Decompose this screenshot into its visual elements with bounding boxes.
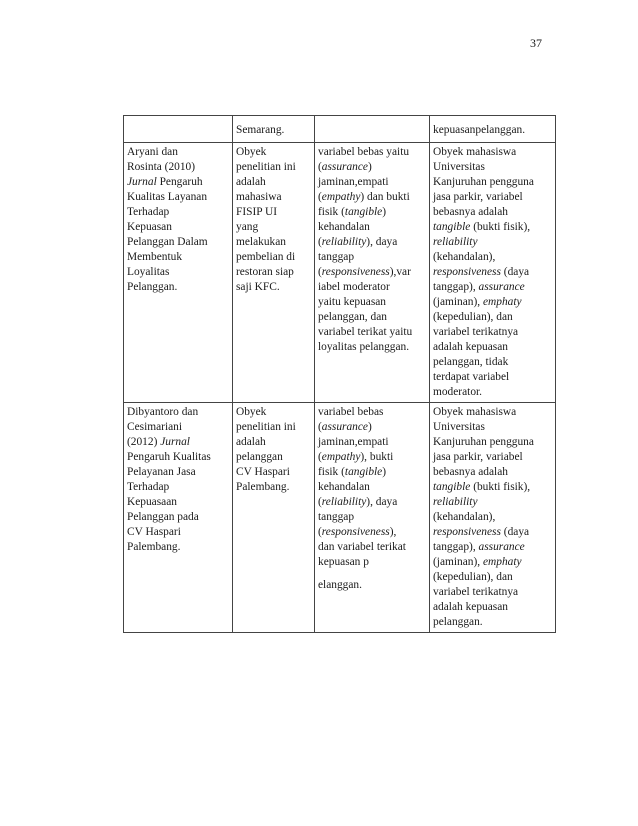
text-segment: responsiveness [321,526,390,538]
text-segment: Dibyantoro dan [127,406,199,418]
text-segment: (kepedulian), dan [433,571,513,583]
cell-line [236,235,311,250]
cell-line [236,160,311,175]
cell-line [433,420,552,435]
text-segment: jaminan,empati [318,176,389,188]
cell-line [318,280,426,295]
text-segment: pelanggan, dan [318,311,387,323]
cell-line [433,510,552,525]
literature-review-table [123,115,556,633]
text-segment: tanggap), [433,541,479,553]
author-cell [124,403,233,633]
text-segment: ) [382,206,387,218]
cell-line [318,325,426,340]
cell-line [127,405,229,420]
cell-line [236,265,311,280]
text-segment: Obyek mahasiswa [433,146,517,158]
cell-line [127,250,229,265]
text-segment: (jaminan), [433,556,483,568]
cell-line [236,145,311,160]
table-row [124,143,556,403]
text-segment: emphaty [482,556,522,568]
text-segment: ) dan bukti [360,191,410,203]
text-segment: kepuasan p [318,556,369,568]
text-segment: emphaty [482,296,522,308]
text-segment: empathy [321,451,361,463]
cell-line [433,340,552,355]
cell-line [127,190,229,205]
cell-line [318,235,426,250]
cell-line [318,578,426,593]
text-segment: moderator. [433,386,483,398]
text-segment: Loyalitas [127,266,170,278]
text-segment: reliability [321,236,367,248]
author-cell [124,116,233,143]
cell-line [433,385,552,400]
cell-line [236,220,311,235]
text-segment: Obyek mahasiswa [433,406,517,418]
cell-line [318,340,426,355]
text-segment: yaitu kepuasan [318,296,387,308]
text-segment: adalah kepuasan [433,601,508,613]
text-segment: Universitas [433,421,485,433]
text-segment: Universitas [433,161,485,173]
object-cell: Semarang. [233,116,315,143]
text-segment: iabel moderator [318,281,390,293]
text-segment: (bukti fisik), [470,481,531,493]
cell-line [127,265,229,280]
text-segment: Aryani dan [127,146,178,158]
text-segment: ( [318,161,322,173]
cell-line [236,190,311,205]
cell-line [318,265,426,280]
text-segment: Pengaruh [156,176,203,188]
text-segment: (daya [500,266,530,278]
page-number: 37 [530,36,542,50]
cell-line [433,295,552,310]
cell-line [433,190,552,205]
cell-line [433,615,552,630]
text-segment: ( [318,526,322,538]
text-segment: Palembang. [127,541,181,553]
text-segment: (kehandalan), [433,251,496,263]
cell-line [318,190,426,205]
text-segment: ) [368,421,372,433]
text-segment: Pelanggan pada [127,511,199,523]
cell-line [127,510,229,525]
text-segment: variabel terikatnya [433,326,519,338]
text-segment: Kanjuruhan pengguna [433,176,534,188]
text-segment: pelanggan, tidak [433,356,509,368]
text-segment: saji KFC. [236,281,280,293]
cell-line [127,160,229,175]
cell-line [433,310,552,325]
text-segment: fisik ( [318,206,345,218]
author-cell [124,143,233,403]
text-segment: Membentuk [127,251,183,263]
cell-line [433,250,552,265]
continuation-row [124,116,556,143]
cell-line [127,235,229,250]
cell-line [433,265,552,280]
text-segment: Obyek [236,406,267,418]
text-segment: tangible [344,206,383,218]
text-segment: jasa parkir, variabel [433,191,523,203]
text-segment: ( [318,266,322,278]
text-segment: restoran siap [236,266,294,278]
text-segment: ), daya [366,496,398,508]
text-segment: empathy [321,191,361,203]
text-segment: ( [318,451,322,463]
cell-line [127,280,229,295]
variables-cell [315,143,430,403]
text-segment: ), bukti [360,451,394,463]
cell-line [236,480,311,495]
text-segment: Pelanggan Dalam [127,236,208,248]
text-segment: tangible [344,466,383,478]
text-segment: tangible [433,221,471,233]
text-segment: Cesimariani [127,421,183,433]
text-segment: tanggap [318,251,355,263]
text-segment: variabel bebas yaitu [318,146,410,158]
text-segment: assurance [321,161,368,173]
text-segment: ( [318,236,322,248]
text-segment: CV Haspari [236,466,290,478]
cell-line [433,280,552,295]
cell-line [127,465,229,480]
cell-line [318,405,426,420]
text-segment: responsiveness [433,266,501,278]
cell-line [236,435,311,450]
cell-line [433,235,552,250]
table-row [124,403,556,633]
text-segment: terdapat variabel [433,371,510,383]
text-segment: Jurnal [160,436,190,448]
cell-line [236,465,311,480]
cell-line [318,160,426,175]
object-cell [233,143,315,403]
text-segment: Terhadap [127,481,170,493]
cell-line [318,250,426,265]
cell-line [318,205,426,220]
cell-line [127,175,229,190]
text-segment: CV Haspari [127,526,181,538]
text-segment: ), [389,526,397,538]
text-segment: ( [318,191,322,203]
text-segment: (daya [500,526,530,538]
text-segment: Pengaruh Kualitas [127,451,211,463]
cell-line [433,370,552,385]
cell-line [433,175,552,190]
cell-line [433,435,552,450]
text-segment: FISIP UI [236,206,278,218]
text-segment: ),var [389,266,411,278]
text-segment: kehandalan [318,481,370,493]
text-segment: jasa parkir, variabel [433,451,523,463]
cell-line [236,175,311,190]
text-segment: reliability [433,236,478,248]
text-segment: elanggan. [318,579,362,591]
cell-line [433,585,552,600]
cell-line [433,600,552,615]
text-segment: Kanjuruhan pengguna [433,436,534,448]
cell-line [433,145,552,160]
text-segment: assurance [321,421,368,433]
comparison-cell [430,403,556,633]
cell-line [433,205,552,220]
cell-line [236,205,311,220]
text-segment: tanggap), [433,281,479,293]
cell-line [318,420,426,435]
text-segment: pelanggan. [433,616,483,628]
text-segment: pembelian di [236,251,296,263]
cell-line [318,175,426,190]
cell-line [433,480,552,495]
text-segment: ), daya [366,236,398,248]
cell-line [236,450,311,465]
cell-line [127,525,229,540]
text-segment: responsiveness [433,526,501,538]
cell-line [318,295,426,310]
cell-line [433,405,552,420]
text-segment: mahasiwa [236,191,282,203]
comparison-cell: kepuasanpelanggan. [430,116,556,143]
cell-line [433,540,552,555]
text-segment: penelitian ini [236,421,296,433]
text-segment: assurance [478,281,525,293]
cell-line [127,145,229,160]
cell-line [236,280,311,295]
text-segment: variabel bebas [318,406,384,418]
cell-line [318,450,426,465]
text-segment: reliability [321,496,367,508]
variables-cell [315,403,430,633]
text-segment: Terhadap [127,206,170,218]
text-segment: ) [382,466,387,478]
cell-line [318,525,426,540]
cell-line [318,145,426,160]
text-segment: yang [236,221,259,233]
text-segment: (bukti fisik), [470,221,531,233]
cell-line [127,450,229,465]
cell-line [433,495,552,510]
cell-line [433,325,552,340]
cell-line [318,555,426,570]
object-cell [233,403,315,633]
text-segment: (kehandalan), [433,511,496,523]
text-segment: adalah [236,436,266,448]
cell-line [433,525,552,540]
text-segment: assurance [478,541,525,553]
text-segment: (kepedulian), dan [433,311,513,323]
cell-line [127,495,229,510]
comparison-cell [430,143,556,403]
cell-line [318,510,426,525]
text-segment: dan variabel terikat [318,541,406,553]
cell-line [127,220,229,235]
text-segment: penelitian ini [236,161,296,173]
cell-line [318,220,426,235]
cell-line [433,570,552,585]
cell-line [127,420,229,435]
text-segment: (jaminan), [433,296,483,308]
cell-line [236,420,311,435]
cell-line [127,435,229,450]
cell-line [236,405,311,420]
cell-line [433,355,552,370]
cell-line [433,450,552,465]
text-segment: adalah [236,176,266,188]
text-segment: Pelanggan. [127,281,178,293]
text-segment: melakukan [236,236,286,248]
text-segment: Rosinta (2010) [127,161,196,173]
text-segment: ( [318,421,322,433]
text-segment: tanggap [318,511,355,523]
text-segment: variabel terikatnya [433,586,519,598]
text-segment: Kepuasaan [127,496,177,508]
cell-line [127,205,229,220]
text-segment: tangible [433,481,471,493]
cell-line [433,555,552,570]
text-segment: Pelayanan Jasa [127,466,196,478]
text-segment: Kualitas Layanan [127,191,208,203]
cell-line [433,465,552,480]
text-segment: Obyek [236,146,267,158]
text-segment: kehandalan [318,221,370,233]
text-segment: ( [318,496,322,508]
text-segment: Kepuasan [127,221,172,233]
cell-line [318,480,426,495]
cell-line [433,220,552,235]
cell-line [127,480,229,495]
text-segment: Palembang. [236,481,290,493]
text-segment: ) [368,161,372,173]
cell-line [318,540,426,555]
text-segment: jaminan,empati [318,436,389,448]
text-segment: reliability [433,496,478,508]
text-segment: (2012) [127,436,161,448]
text-segment: fisik ( [318,466,345,478]
text-segment: pelanggan [236,451,283,463]
text-segment: bebasnya adalah [433,206,508,218]
text-segment: adalah kepuasan [433,341,508,353]
cell-line [318,495,426,510]
cell-line [433,160,552,175]
variables-cell [315,116,430,143]
cell-line [318,310,426,325]
cell-line [318,435,426,450]
cell-line [318,465,426,480]
text-segment: loyalitas pelanggan. [318,341,410,353]
cell-line [236,250,311,265]
text-segment: bebasnya adalah [433,466,508,478]
text-segment: variabel terikat yaitu [318,326,413,338]
text-segment: Jurnal [127,176,157,188]
cell-line [127,540,229,555]
text-segment: responsiveness [321,266,390,278]
